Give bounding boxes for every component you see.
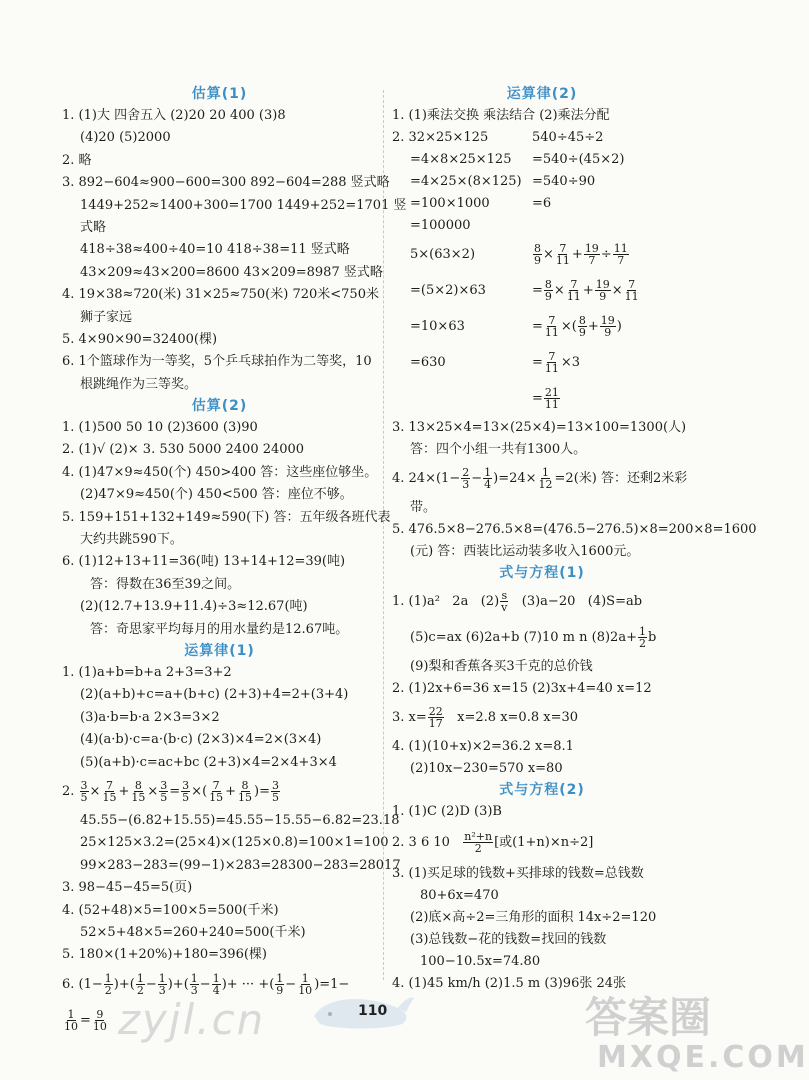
answer-line: 1. (1)a+b=b+a 2+3=3+2 bbox=[62, 664, 232, 680]
answer-line: (5)(a+b)·c=ac+bc (2+3)×4=2×4+3×4 bbox=[80, 754, 337, 770]
answer-line: 1449+252≈1400+300=1700 1449+252=1701 竖 bbox=[80, 197, 407, 213]
answer-line: =4×8×25×125 =540÷(45×2) bbox=[410, 152, 625, 167]
section-title-laws-2: 运算律(2) bbox=[506, 86, 578, 102]
section-title-estimation-2: 估算(2) bbox=[191, 398, 248, 415]
answer-line: 根跳绳作为三等奖。 bbox=[80, 376, 198, 392]
right-column bbox=[392, 84, 757, 995]
answer-line: 4. (1)47×9≈450(个) 450>400 答：这些座位够坐。 bbox=[62, 464, 378, 480]
answer-line: (3)总钱数−花的钱数=找回的钱数 bbox=[410, 932, 607, 947]
fraction-sum-line: 6. (1− $\frac{1}{2}$ )+( $\frac{1}{2}$ − $\frac{1}{3}$ )+( $\frac{1}{3}$ − $\frac{1}{4}$ )+ ··· +( $\frac{1}{9}$ − $\frac{1}{10}$ )=1− bbox=[62, 971, 350, 997]
section-title-equations-1: 式与方程(1) bbox=[499, 565, 585, 581]
answer-line: 1. (1)500 50 10 (2)3600 (3)90 bbox=[62, 420, 258, 436]
answer-line: = $\frac{21}{11}$ bbox=[532, 386, 559, 411]
section-title-laws-1: 运算律(1) bbox=[184, 642, 255, 659]
answer-line: (4)(a·b)·c=a·(b·c) (2×3)×4=2×(3×4) bbox=[80, 732, 322, 748]
answer-line: 6. (1)12+13+11=36(吨) 13+14+12=39(吨) bbox=[62, 554, 346, 570]
answer-line: 5. 159+151+132+149≈590(下) 答：五年级各班代表 bbox=[62, 509, 391, 525]
answer-line: 1. (1)乘法交换 乘法结合 (2)乘法分配 bbox=[392, 108, 610, 123]
answer-line: (2)10x−230=570 x=80 bbox=[410, 761, 563, 776]
answer-line: 5. 4×90×90=32400(棵) bbox=[62, 331, 218, 347]
answer-line: (5)c=ax (6)2a+b (7)10 m n (8)2a+ $\frac{1}{2}$ b bbox=[410, 625, 657, 650]
answer-line: 大约共跳590下。 bbox=[80, 532, 183, 548]
answer-line: 2. 32×25×125 540÷45÷2 bbox=[392, 130, 604, 145]
answer-line: 99×283−283=(99−1)×283=28300−283=28017 bbox=[80, 857, 401, 873]
answer-line: (2)47×9≈450(个) 450<500 答：座位不够。 bbox=[80, 487, 353, 503]
answer-line: 3. 13×25×4=13×(25×4)=13×100=1300(人) bbox=[392, 420, 687, 435]
site-watermark: zyjl.cn bbox=[118, 995, 266, 1044]
answer-line: (元) 答：西装比运动装多收入1600元。 bbox=[410, 544, 640, 559]
left-column bbox=[62, 84, 407, 1039]
answer-line: 43×209≈43×200=8600 43×209=8987 竖式略 bbox=[80, 264, 383, 280]
answer-line: 式略 bbox=[80, 219, 107, 235]
answer-line: 1. (1)a² 2a (2) $\frac{s}{v}$ (3)a−20 (4)S=ab bbox=[392, 589, 643, 614]
answer-line: (4)20 (5)2000 bbox=[80, 130, 171, 146]
answer-line: 80+6x=470 bbox=[420, 888, 499, 903]
section-title-estimation-1: 估算(1) bbox=[191, 86, 248, 102]
page-number: 110 bbox=[358, 1003, 388, 1019]
answer-line: 2. 略 bbox=[62, 152, 92, 168]
fraction-equation-line: 2. $\frac{3}{5}$ × $\frac{7}{15}$ + $\frac{8}{15}$ × $\frac{3}{5}$ = $\frac{3}{5}$ ×( $\frac{7}{15}$ + $\frac{8}{15}$ )= $\frac{3}{5}$ bbox=[62, 778, 280, 804]
answer-line: 25×125×3.2=(25×4)×(125×0.8)=100×1=100 bbox=[80, 835, 389, 851]
section-title-equations-2: 式与方程(2) bbox=[499, 782, 585, 798]
answer-line: 答：奇思家平均每月的用水量约是12.67吨。 bbox=[90, 621, 349, 637]
answer-line: 2. 3 6 10 $\frac{\text{n²+n}}{2}$ [或(1+n)×n÷2] bbox=[392, 830, 594, 855]
answer-logo-watermark: 答案圈 bbox=[585, 993, 712, 1042]
answer-line: 狮子家远 bbox=[80, 309, 133, 325]
fraction-equation-line: 4. 24×(1− $\frac{2}{3}$ − $\frac{1}{4}$ )=24× $\frac{1}{12}$ =2(米) 答：还剩2米彩 bbox=[392, 466, 688, 491]
answer-line: 4. (52+48)×5=100×5=500(千米) bbox=[62, 902, 279, 918]
answer-line: 4. (1)(10+x)×2=36.2 x=8.1 bbox=[392, 739, 574, 754]
answer-line: 5. 476.5×8−276.5×8=(476.5−276.5)×8=200×8=1600 bbox=[392, 522, 757, 537]
answer-line: =(5×2)×63 = $\frac{8}{9}$ × $\frac{7}{11}$ + $\frac{19}{9}$ × $\frac{7}{11}$ bbox=[410, 278, 639, 303]
answer-line: (2)(a+b)+c=a+(b+c) (2+3)+4=2+(3+4) bbox=[80, 687, 349, 703]
answer-line: 1. (1)C (2)D (3)B bbox=[392, 804, 502, 819]
answer-line: 5×(63×2) $\frac{8}{9}$ × $\frac{7}{11}$ + $\frac{19}{7}$ ÷ $\frac{11}{7}$ bbox=[410, 242, 628, 267]
answer-line: 2. (1)√ (2)× 3. 530 5000 2400 24000 bbox=[62, 442, 305, 458]
answer-line: 100−10.5x=74.80 bbox=[420, 954, 541, 969]
answer-line: (3)a·b=b·a 2×3=3×2 bbox=[80, 709, 220, 725]
answer-line: 答：得数在36至39之间。 bbox=[90, 576, 241, 592]
answer-line: =100000 bbox=[410, 218, 471, 233]
answer-line: 4. (1)45 km/h (2)1.5 m (3)96张 24张 bbox=[392, 976, 627, 991]
answer-line: 答：四个小组一共有1300人。 bbox=[410, 442, 587, 457]
answer-line: 3. x= $\frac{22}{17}$ x=2.8 x=0.8 x=30 bbox=[392, 705, 578, 730]
answer-line: 418÷38≈400÷40=10 418÷38=11 竖式略 bbox=[80, 242, 350, 258]
answer-line: 45.55−(6.82+15.55)=45.55−15.55−6.82=23.18 bbox=[80, 812, 400, 828]
answer-line: 52×5+48×5=260+240=500(千米) bbox=[80, 924, 306, 940]
answer-line: 6. 1个篮球作为一等奖，5个乒乓球拍作为二等奖，10 bbox=[62, 354, 372, 370]
answer-line: =630 = $\frac{7}{11}$ ×3 bbox=[410, 350, 581, 375]
answer-line: 1. (1)大 四舍五入 (2)20 20 400 (3)8 bbox=[62, 108, 286, 123]
answer-line: =4×25×(8×125) =540÷90 bbox=[410, 174, 596, 189]
answer-line: =10×63 = $\frac{7}{11}$ ×( $\frac{8}{9}$ + $\frac{19}{9}$ ) bbox=[410, 314, 622, 339]
answer-line: (2)(12.7+13.9+11.4)÷3≈12.67(吨) bbox=[80, 599, 308, 615]
answer-line: (9)梨和香蕉各买3千克的总价钱 bbox=[410, 659, 593, 674]
answer-line: 带。 bbox=[410, 500, 437, 515]
answer-line: 5. 180×(1+20%)+180=396(棵) bbox=[62, 947, 267, 963]
answer-line: (2)底×高÷2=三角形的面积 14x÷2=120 bbox=[410, 910, 657, 925]
answer-line: 4. 19×38≈720(米) 31×25≈750(米) 720米<750米 bbox=[62, 287, 379, 303]
logo-domain-watermark: MXQE.COM bbox=[597, 1040, 809, 1075]
answer-line: =100×1000 =6 bbox=[410, 196, 552, 211]
answer-line: 3. (1)买足球的钱数+买排球的钱数=总钱数 bbox=[392, 866, 644, 881]
answer-line: 3. 892−604≈900−600=300 892−604=288 竖式略 bbox=[62, 175, 390, 191]
answer-line: 2. (1)2x+6=36 x=15 (2)3x+4=40 x=12 bbox=[392, 681, 652, 696]
answer-line: 3. 98−45−45=5(页) bbox=[62, 880, 193, 896]
fraction-result-line: $\frac{1}{10}$ = $\frac{9}{10}$ bbox=[64, 1007, 107, 1033]
